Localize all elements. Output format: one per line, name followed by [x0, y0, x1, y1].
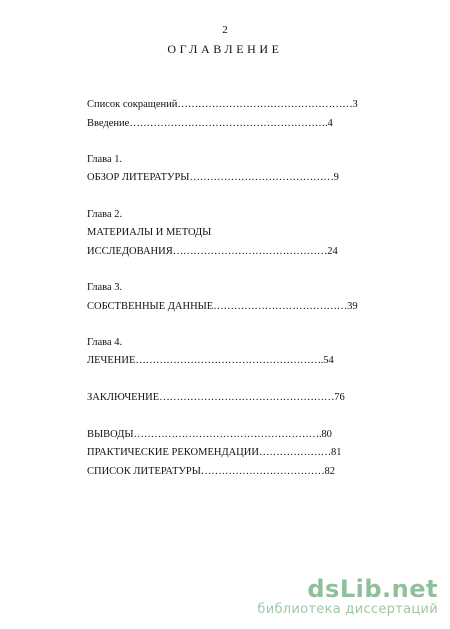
- toc-chapter-label: [87, 281, 122, 294]
- page-title: ОГЛАВЛЕНИЕ: [167, 42, 283, 56]
- toc-entry: [87, 465, 335, 478]
- toc-leader-dots: …………………: [258, 447, 332, 458]
- toc-chapter-label: [87, 336, 122, 349]
- toc-leader-dots: ………………………………: [200, 466, 325, 477]
- toc-entry-text: СОБСТВЕННЫЕ ДАННЫЕ: [87, 301, 214, 312]
- toc-leader-dots: …………………………………: [213, 301, 348, 312]
- toc-entry: [87, 117, 333, 130]
- toc-page-number: 81: [331, 447, 342, 458]
- toc-entry: [87, 446, 342, 459]
- toc-leader-dots: ……………………………………………….: [133, 429, 322, 440]
- toc-leader-dots: ……………………………………………: [177, 99, 353, 110]
- page-number: 2: [222, 24, 228, 36]
- toc-entry-text: ИССЛЕДОВАНИЯ: [87, 246, 173, 257]
- toc-entry-text: ЛЕЧЕНИЕ: [87, 355, 136, 366]
- toc-entry: [87, 245, 338, 258]
- watermark-subtitle: библиотека диссертаций: [257, 602, 438, 617]
- toc-entry: [87, 354, 334, 367]
- toc-entry: [87, 226, 211, 239]
- toc-entry-text: МАТЕРИАЛЫ И МЕТОДЫ: [87, 227, 212, 238]
- toc-entry-text: ОБЗОР ЛИТЕРАТУРЫ: [87, 172, 190, 183]
- toc-entry: [87, 171, 339, 184]
- toc-leader-dots: ……………………………………………: [159, 392, 335, 403]
- watermark: [228, 576, 438, 618]
- toc-entry-text: Глава 1.: [87, 154, 123, 165]
- toc-entry-text: ЗАКЛЮЧЕНИЕ: [87, 392, 160, 403]
- toc-chapter-label: [87, 153, 122, 166]
- toc-leader-dots: ………………………………………………….: [129, 118, 328, 129]
- toc-page-number: 9: [333, 172, 339, 183]
- toc-page-number: 76: [334, 392, 345, 403]
- toc-entry-text: Глава 2.: [87, 209, 123, 220]
- toc-page-number: 3: [352, 99, 358, 110]
- toc-page-number: 24: [327, 246, 338, 257]
- toc-leader-dots: ……………………………………: [189, 172, 334, 183]
- toc-chapter-label: [87, 208, 122, 221]
- toc-page-number: 39: [347, 301, 358, 312]
- toc-entry: [87, 391, 345, 404]
- toc-page-number: 82: [324, 466, 336, 477]
- toc-leader-dots: ……………………………………………….: [135, 355, 324, 366]
- toc-page-number: 54: [323, 355, 334, 366]
- toc-entry-text: Глава 4.: [87, 337, 123, 348]
- watermark-logo: dsLib.net: [307, 575, 438, 603]
- toc-entry-text: Введение: [87, 118, 130, 129]
- toc-entry-text: Список сокращений: [87, 99, 178, 110]
- toc-page-number: 80: [321, 429, 332, 440]
- toc-entry-text: ВЫВОДЫ: [87, 429, 134, 440]
- toc-entry: [87, 428, 332, 441]
- toc-entry-text: Глава 3.: [87, 282, 123, 293]
- toc-entry: [87, 98, 358, 111]
- toc-entry-text: ПРАКТИЧЕСКИЕ РЕКОМЕНДАЦИИ: [87, 447, 259, 458]
- toc-entry: [87, 300, 358, 313]
- toc-leader-dots: ………………………………………: [172, 246, 328, 257]
- toc-page-number: 4: [327, 118, 333, 129]
- toc-entry-text: СПИСОК ЛИТЕРАТУРЫ: [87, 466, 201, 477]
